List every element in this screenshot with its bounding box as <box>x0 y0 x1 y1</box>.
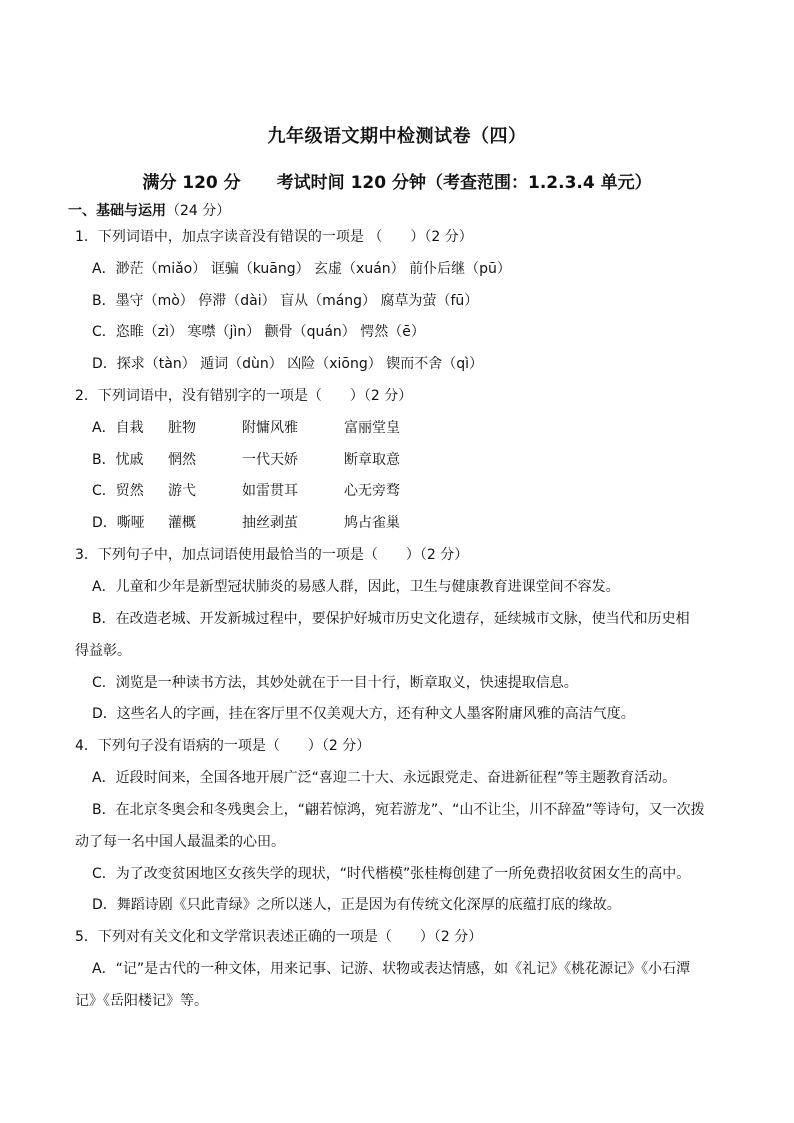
question-4-option-d: D．舞蹈诗剧《只此青绿》之所以迷人，正是因为有传统文化深厚的底蕴打底的缘故。 <box>92 897 621 913</box>
question-5-stem: 5．下列对有关文化和文学常识表述正确的一项是（ ）（2 分） <box>75 929 483 945</box>
question-4-option-b-cont: 动了每一名中国人最温柔的心田。 <box>75 834 285 850</box>
full-score: 满分 120 分 <box>142 173 241 193</box>
option-word: 断章取意 <box>344 452 400 468</box>
question-3-option-a: A．儿童和少年是新型冠状肺炎的易感人群，因此，卫生与健康教育进课堂间不容发。 <box>92 579 620 595</box>
option-word: 惘然 <box>168 452 196 468</box>
question-3-stem: 3．下列句子中，加点词语使用最恰当的一项是（ ）（2 分） <box>75 547 469 563</box>
exam-time: 考试时间 120 分钟（考查范围：1.2.3.4 单元） <box>276 173 652 193</box>
question-2-option-b <box>92 450 400 470</box>
option-word: 如雷贯耳 <box>242 483 298 499</box>
question-2-option-d <box>92 513 400 533</box>
question-4-option-a: A．近段时间来，全国各地开展广泛“喜迎二十大、永远跟党走、奋进新征程”等主题教育活动。 <box>92 770 677 786</box>
option-word: 鸠占雀巢 <box>344 515 400 531</box>
option-word: A．自栽 <box>92 420 144 436</box>
option-word: C．贸然 <box>92 483 144 499</box>
question-1-option-a: A．渺茫（miǎo） 诓骗（kuāng） 玄虚（xuán） 前仆后继（pū） <box>92 261 511 277</box>
section-title: 一、基础与运用 <box>68 203 166 219</box>
question-2-stem: 2．下列词语中，没有错别字的一项是（ ）（2 分） <box>75 388 413 404</box>
question-4-option-c: C．为了改变贫困地区女孩失学的现状，“时代楷模”张桂梅创建了一所免费招收贫困女生的高中。 <box>92 866 691 882</box>
page-title: 九年级语文期中检测试卷（四） <box>267 126 527 147</box>
question-4-option-b: B．在北京冬奥会和冬残奥会上，“翩若惊鸿，宛若游龙”、“山不让尘，川不辞盈”等诗句，又一次拨 <box>92 802 705 818</box>
question-5-option-a-cont: 记》《岳阳楼记》等。 <box>75 993 208 1009</box>
question-1-option-d: D．探求（tàn） 遁词（dùn） 凶险（xiōng） 锲而不舍（qì） <box>92 356 483 372</box>
option-word: D．嘶哑 <box>92 515 145 531</box>
option-word: 灌概 <box>168 515 196 531</box>
section-score: （24 分） <box>166 203 231 219</box>
option-word: 游弋 <box>168 483 196 499</box>
question-3-option-b-cont: 得益彰。 <box>75 643 131 659</box>
question-2-option-a <box>92 418 400 438</box>
question-4-stem: 4．下列句子没有语病的一项是（ ）（2 分） <box>75 738 371 754</box>
option-word: 脏物 <box>168 420 196 436</box>
question-3-option-b: B．在改造老城、开发新城过程中，要保护好城市历史文化遗存，延续城市文脉，使当代和历史相 <box>92 611 690 627</box>
option-word: 富丽堂皇 <box>344 420 400 436</box>
question-1-option-c: C．恣睢（zì） 寒噤（jìn） 颧骨（quán） 愕然（ē） <box>92 324 425 340</box>
option-word: 附慵风雅 <box>242 420 298 436</box>
option-word: B．忧戚 <box>92 452 144 468</box>
question-3-option-d: D．这些名人的字画，挂在客厅里不仅美观大方，还有种文人墨客附庸风雅的高洁气度。 <box>92 706 635 722</box>
question-5-option-a: A．“记”是古代的一种文体，用来记事、记游、状物或表达情感，如《礼记》《桃花源记》《小石潭 <box>92 961 691 977</box>
option-word: 一代天娇 <box>242 452 298 468</box>
question-3-option-c: C．浏览是一种读书方法，其妙处就在于一目十行，断章取义，快速提取信息。 <box>92 675 578 691</box>
question-2-option-c <box>92 481 400 501</box>
option-word: 心无旁骛 <box>344 483 400 499</box>
exam-info <box>0 168 794 193</box>
question-1-option-b: B．墨守（mò） 停滞（dài） 盲从（máng） 腐草为萤（fū） <box>92 293 479 309</box>
question-1-stem: 1．下列词语中，加点字读音没有错误的一项是 （ ）（2 分） <box>75 229 473 245</box>
section-heading-1 <box>68 201 230 221</box>
option-word: 抽丝剥茧 <box>242 515 298 531</box>
